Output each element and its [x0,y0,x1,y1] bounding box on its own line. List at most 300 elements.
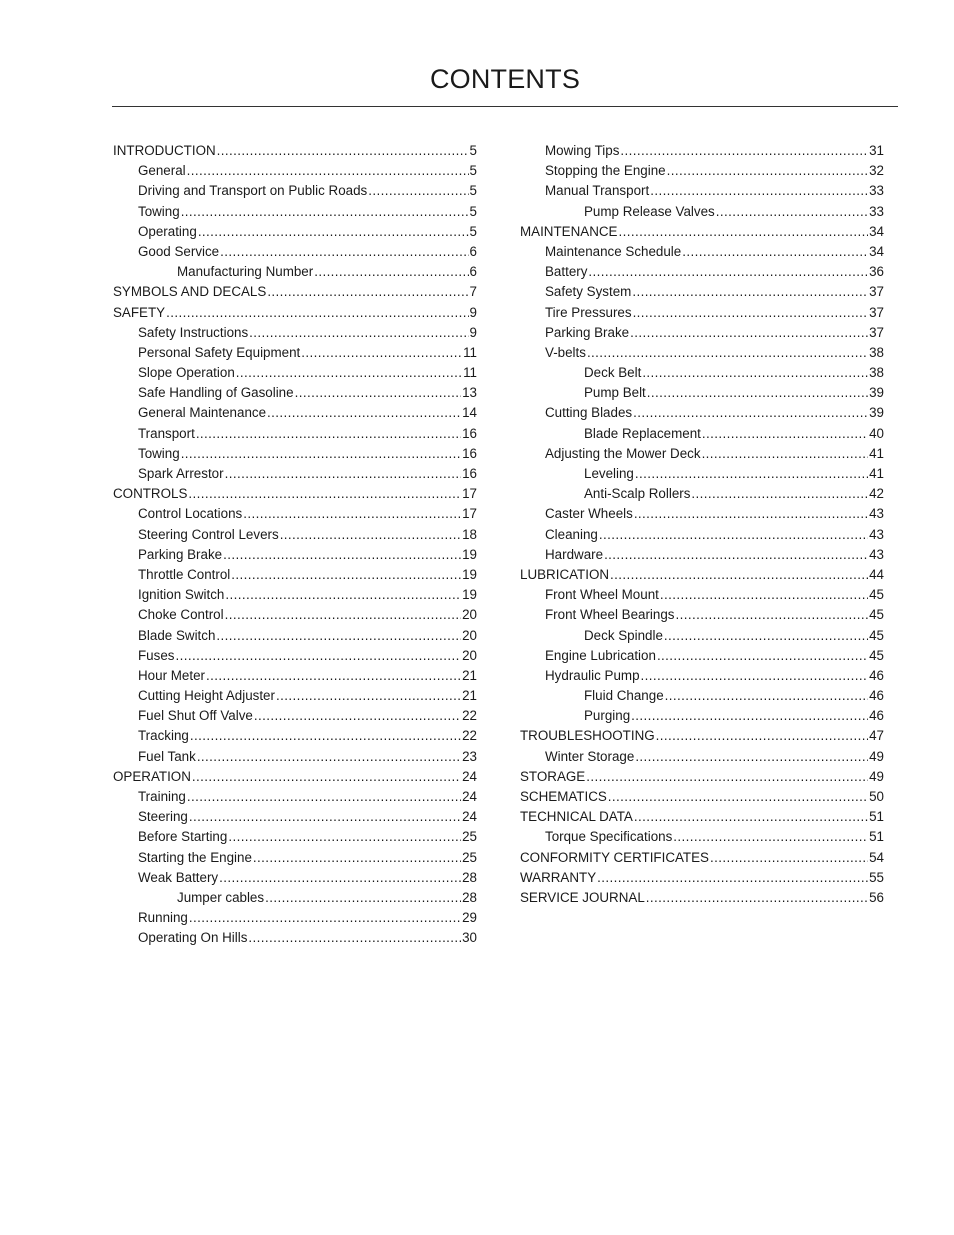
dot-leader [225,605,461,625]
toc-entry[interactable] [113,626,477,646]
toc-entry-title: CONTROLS [113,486,188,502]
dot-leader [280,525,461,545]
toc-entry-title: Deck Belt [584,365,642,381]
toc-entry[interactable] [113,525,477,545]
dot-leader [225,585,461,605]
toc-page-number: 11 [463,365,477,381]
toc-entry-title: Spark Arrestor [138,466,224,481]
toc-entry[interactable] [520,242,884,262]
toc-entry[interactable] [520,585,884,605]
dot-leader [190,726,461,746]
toc-entry-title: Safe Handling of Gasoline [138,385,294,401]
toc-page-number: 23 [462,748,477,764]
toc-entry[interactable] [113,868,477,888]
toc-entry-title: Engine Lubrication [545,647,656,663]
toc-entry-title: Manual Transport [545,183,650,199]
toc-entry[interactable] [520,545,884,565]
toc-page-number: 46 [869,667,884,683]
toc-entry[interactable] [520,444,884,464]
toc-entry[interactable] [113,363,477,383]
dot-leader [295,383,462,403]
toc-page-number: 37 [869,324,884,340]
toc-entry[interactable] [520,848,884,868]
toc-entry-title: Steering Control Levers [138,526,279,542]
toc-page-number: 38 [869,344,884,360]
toc-page-number: 30 [462,930,477,946]
toc-entry-title: Hour Meter [138,667,205,683]
toc-entry[interactable] [520,363,884,383]
toc-entry-title: Blade Switch [138,627,216,643]
dot-leader [228,827,461,847]
toc-page-number: 45 [869,647,884,663]
toc-entry-title: Cutting Height Adjuster [138,688,275,704]
dot-leader [660,585,868,605]
dot-leader [702,424,868,444]
toc-page-number: 45 [869,627,884,643]
toc-entry[interactable] [113,222,477,242]
dot-leader [599,525,868,545]
dot-leader [181,202,469,222]
dot-leader [588,262,868,282]
toc-entry[interactable] [520,181,884,201]
toc-entry-title: Starting the Engine [138,849,252,865]
toc-page-number: 21 [462,688,477,704]
toc-entry[interactable] [113,181,477,201]
toc-entry[interactable] [520,403,884,423]
toc-page-number: 45 [869,607,884,623]
toc-entry-title: Good Service [138,243,220,259]
toc-entry[interactable] [520,868,884,888]
dot-leader [587,343,868,363]
toc-entry-title: Before Starting [138,829,228,845]
toc-page-number: 46 [869,708,884,724]
dot-leader [187,161,469,181]
toc-page-number: 49 [869,748,884,764]
toc-entry[interactable] [520,706,884,726]
toc-entry-title: Fuel Tank [138,748,196,764]
dot-leader [188,484,461,504]
toc-page-number: 56 [869,889,884,905]
toc-entry[interactable] [113,424,477,444]
toc-page-number: 20 [462,627,477,643]
toc-entry[interactable] [520,202,884,222]
toc-page-number: 24 [462,768,477,784]
toc-entry[interactable] [113,585,477,605]
toc-entry[interactable] [520,222,884,242]
toc-page-number: 14 [462,405,477,421]
toc-page-number: 49 [869,768,884,784]
dot-leader [664,626,868,646]
toc-page-number: 19 [462,566,477,582]
toc-entry[interactable] [520,888,884,908]
dot-leader [610,565,868,585]
toc-entry-title: Pump Belt [584,385,646,401]
toc-entry-title: OPERATION [113,768,191,784]
toc-entry[interactable] [520,282,884,302]
toc-entry-title: Cleaning [545,526,598,542]
toc-entry[interactable] [520,504,884,524]
toc-entry[interactable] [520,262,884,282]
toc-page-number: 21 [462,667,477,683]
toc-page-number: 9 [469,304,477,320]
toc-entry-title: Fuses [138,647,175,663]
toc-entry[interactable] [113,908,477,928]
toc-page-number: 17 [462,506,477,522]
dot-leader [676,605,869,625]
dot-leader [646,888,868,908]
dot-leader [267,282,468,302]
toc-entry-title: Deck Spindle [584,627,663,643]
dot-leader [647,383,868,403]
toc-entry[interactable] [113,403,477,423]
toc-entry[interactable] [113,787,477,807]
toc-entry[interactable] [520,484,884,504]
dot-leader [673,827,868,847]
toc-page-number: 38 [869,365,884,381]
toc-entry[interactable] [113,706,477,726]
dot-leader [633,403,868,423]
toc-entry[interactable] [113,141,477,161]
dot-leader [231,565,461,585]
toc-page-number: 28 [462,889,477,905]
toc-entry-title: Tire Pressures [545,304,632,320]
toc-entry[interactable] [113,565,477,585]
toc-entry[interactable] [520,605,884,625]
dot-leader [219,868,461,888]
dot-leader [192,767,461,787]
dot-leader [276,686,461,706]
toc-entry-title: SERVICE JOURNAL [520,889,645,905]
dot-leader [656,726,868,746]
dot-leader [620,141,868,161]
toc-page-number: 5 [469,183,477,199]
toc-page-number: 16 [462,445,477,461]
toc-page-number: 17 [462,486,477,502]
title-divider [112,106,898,107]
toc-entry-title: Jumper cables [177,889,265,905]
dot-leader [181,444,461,464]
toc-entry-title: Fuel Shut Off Valve [138,708,253,724]
toc-page-number: 33 [869,183,884,199]
toc-entry-title: Tracking [138,728,189,744]
toc-page-number: 55 [869,869,884,885]
dot-leader [642,363,868,383]
toc-page-number: 20 [462,647,477,663]
dot-leader [223,545,461,565]
toc-entry[interactable] [520,303,884,323]
toc-page-number: 19 [462,546,477,562]
toc-page-number: 45 [869,587,884,603]
toc-page-number: 7 [469,284,477,300]
toc-entry[interactable] [520,626,884,646]
toc-entry[interactable] [520,747,884,767]
toc-page-number: 39 [869,405,884,421]
toc-entry[interactable] [520,383,884,403]
dot-leader [314,262,468,282]
toc-page-number: 37 [869,304,884,320]
toc-entry[interactable] [113,504,477,524]
toc-entry[interactable] [520,141,884,161]
toc-page-number: 42 [869,486,884,502]
dot-leader [198,222,469,242]
toc-page-number: 20 [462,607,477,623]
toc-page-number: 18 [462,526,477,542]
toc-entry[interactable] [113,262,477,282]
toc-entry-title: CONFORMITY CERTIFICATES [520,849,709,865]
toc-entry[interactable] [113,807,477,827]
toc-page-number: 43 [869,506,884,522]
toc-page-number: 5 [469,203,477,219]
toc-page-number: 33 [869,203,884,219]
toc-entry-title: Hydraulic Pump [545,667,640,683]
toc-page-number: 31 [869,143,884,158]
dot-leader [206,666,461,686]
toc-entry-title: Front Wheel Mount [545,587,659,603]
toc-entry[interactable] [113,545,477,565]
toc-entry[interactable] [113,928,477,948]
toc-entry-title: Towing [138,203,180,219]
toc-page-number: 22 [462,728,477,744]
toc-page-number: 40 [869,425,884,441]
toc-entry[interactable] [113,767,477,787]
toc-page-number: 13 [462,385,477,401]
toc-entry[interactable] [113,726,477,746]
toc-page-number: 46 [869,688,884,704]
toc-entry-title: WARRANTY [520,869,597,885]
toc-entry[interactable] [520,787,884,807]
dot-leader [650,181,868,201]
dot-leader [265,888,461,908]
toc-page-number: 24 [462,809,477,825]
toc-page-number: 5 [469,223,477,239]
dot-leader [216,626,461,646]
toc-entry-title: Weak Battery [138,869,219,885]
dot-leader [667,161,868,181]
toc-entry[interactable] [113,161,477,181]
toc-entry-title: TECHNICAL DATA [520,809,633,825]
toc-page-number: 34 [869,243,884,259]
dot-leader [682,242,868,262]
toc-entry-title: Purging [584,708,631,724]
toc-page-number: 6 [469,243,477,259]
toc-page-number: 24 [462,789,477,804]
toc-entry-title: Stopping the Engine [545,163,666,179]
toc-entry[interactable] [113,848,477,868]
dot-leader [631,706,868,726]
toc-entry-title: Hardware [545,546,604,562]
toc-entry-title: Cutting Blades [545,405,633,421]
toc-entry-title: Torque Specifications [545,829,673,845]
toc-entry-title: Safety Instructions [138,324,249,340]
toc-entry-title: Training [138,789,186,804]
toc-entry-title: Driving and Transport on Public Roads [138,183,368,199]
toc-entry[interactable] [113,747,477,767]
toc-entry[interactable] [113,464,477,484]
toc-entry[interactable] [113,484,477,504]
toc-entry[interactable] [520,646,884,666]
dot-leader [267,403,461,423]
toc-entry-title: Operating On Hills [138,930,248,946]
toc-entry[interactable] [520,424,884,444]
dot-leader [248,928,461,948]
dot-leader [196,424,461,444]
dot-leader [630,323,868,343]
toc-entry[interactable] [520,161,884,181]
toc-entry-title: Parking Brake [138,546,223,562]
toc-entry-title: Control Locations [138,506,243,522]
toc-page-number: 28 [462,869,477,885]
toc-entry-title: Transport [138,425,195,441]
toc-entry[interactable] [520,525,884,545]
toc-page-number: 51 [869,829,884,845]
dot-leader [253,848,461,868]
toc-entry-title: INTRODUCTION [113,143,216,158]
toc-entry-title: Personal Safety Equipment [138,344,301,360]
toc-entry[interactable] [520,343,884,363]
toc-entry-title: SAFETY [113,304,166,320]
toc-entry-title: Fluid Change [584,688,664,704]
toc-entry[interactable] [113,323,477,343]
toc-entry[interactable] [520,686,884,706]
toc-page-number: 54 [869,849,884,865]
toc-entry-title: Leveling [584,466,634,481]
toc-entry[interactable] [113,343,477,363]
toc-entry[interactable] [113,242,477,262]
toc-page-number: 16 [462,466,477,481]
toc-entry[interactable] [520,464,884,484]
dot-leader [586,767,868,787]
toc-entry-title: STORAGE [520,768,586,784]
toc-entry[interactable] [113,282,477,302]
toc-entry-title: MAINTENANCE [520,223,618,239]
toc-entry-title: V-belts [545,344,586,360]
dot-leader [220,242,468,262]
toc-entry-title: SYMBOLS AND DECALS [113,284,267,300]
toc-page-number: 47 [869,728,884,744]
dot-leader [175,646,461,666]
toc-page-number: 25 [462,849,477,865]
dot-leader [166,303,468,323]
toc-page-number: 37 [869,284,884,300]
toc-entry[interactable] [113,202,477,222]
toc-page-number: 51 [869,809,884,825]
toc-entry-title: Towing [138,445,180,461]
toc-page-number: 16 [462,425,477,441]
toc-entry-title: Anti-Scalp Rollers [584,486,691,502]
toc-page-number: 41 [869,445,884,461]
toc-page-number: 9 [469,324,477,340]
dot-leader [604,545,868,565]
page-title: CONTENTS [429,64,581,94]
toc-entry-title: Choke Control [138,607,224,623]
dot-leader [225,464,462,484]
dot-leader [633,303,869,323]
dot-leader [249,323,468,343]
toc-page-number: 5 [469,163,477,179]
toc-entry-title: Battery [545,264,588,280]
toc-entry-title: Mowing Tips [545,143,620,158]
toc-page-number: 32 [869,163,884,179]
toc-entry-title: Parking Brake [545,324,630,340]
toc-page-number: 41 [869,466,884,481]
dot-leader [243,504,461,524]
dot-leader [301,343,462,363]
dot-leader [618,222,868,242]
toc-entry-title: Winter Storage [545,748,635,764]
toc-entry-title: Safety System [545,284,632,300]
toc-right-column [520,141,884,908]
toc-entry[interactable] [113,888,477,908]
toc-entry[interactable] [113,383,477,403]
dot-leader [597,868,868,888]
toc-page-number: 5 [469,143,477,158]
toc-page-number: 43 [869,546,884,562]
dot-leader [635,464,868,484]
dot-leader [641,666,869,686]
toc-entry-title: General [138,163,186,179]
dot-leader [702,444,869,464]
dot-leader [657,646,868,666]
toc-page-number: 22 [462,708,477,724]
dot-leader [368,181,468,201]
toc-page-number: 25 [462,829,477,845]
toc-page-number: 6 [469,264,477,280]
toc-entry-title: TROUBLESHOOTING [520,728,655,744]
toc-entry[interactable] [113,666,477,686]
dot-leader [254,706,461,726]
toc-entry[interactable] [520,827,884,847]
toc-entry[interactable] [520,323,884,343]
toc-entry[interactable] [113,303,477,323]
toc-page-number: 34 [869,223,884,239]
toc-entry[interactable] [520,807,884,827]
toc-entry[interactable] [113,686,477,706]
toc-entry[interactable] [520,726,884,746]
toc-entry-title: Steering [138,809,188,825]
toc-page-number: 11 [463,344,477,360]
dot-leader [608,787,868,807]
toc-entry[interactable] [113,827,477,847]
toc-entry-title: Slope Operation [138,365,235,381]
toc-entry-title: Blade Replacement [584,425,701,441]
toc-entry-title: LUBRICATION [520,566,610,582]
toc-entry[interactable] [520,565,884,585]
toc-entry-title: Operating [138,223,197,239]
toc-entry[interactable] [520,767,884,787]
toc-entry-title: Caster Wheels [545,506,633,522]
dot-leader [716,202,868,222]
toc-entry[interactable] [113,646,477,666]
toc-entry-title: Manufacturing Number [177,264,314,280]
toc-entry-title: Adjusting the Mower Deck [545,445,701,461]
toc-entry[interactable] [113,444,477,464]
toc-entry-title: Maintenance Schedule [545,243,682,259]
toc-left-column [113,141,477,949]
dot-leader [189,807,461,827]
toc-entry[interactable] [520,666,884,686]
toc-entry-title: General Maintenance [138,405,267,421]
dot-leader [217,141,469,161]
toc-entry-title: Throttle Control [138,566,231,582]
dot-leader [187,787,461,807]
dot-leader [197,747,461,767]
toc-page-number: 19 [462,587,477,603]
toc-entry-title: Running [138,910,188,926]
toc-page-number: 50 [869,789,884,804]
toc-page-number: 44 [869,566,884,582]
toc-entry[interactable] [113,605,477,625]
dot-leader [691,484,868,504]
